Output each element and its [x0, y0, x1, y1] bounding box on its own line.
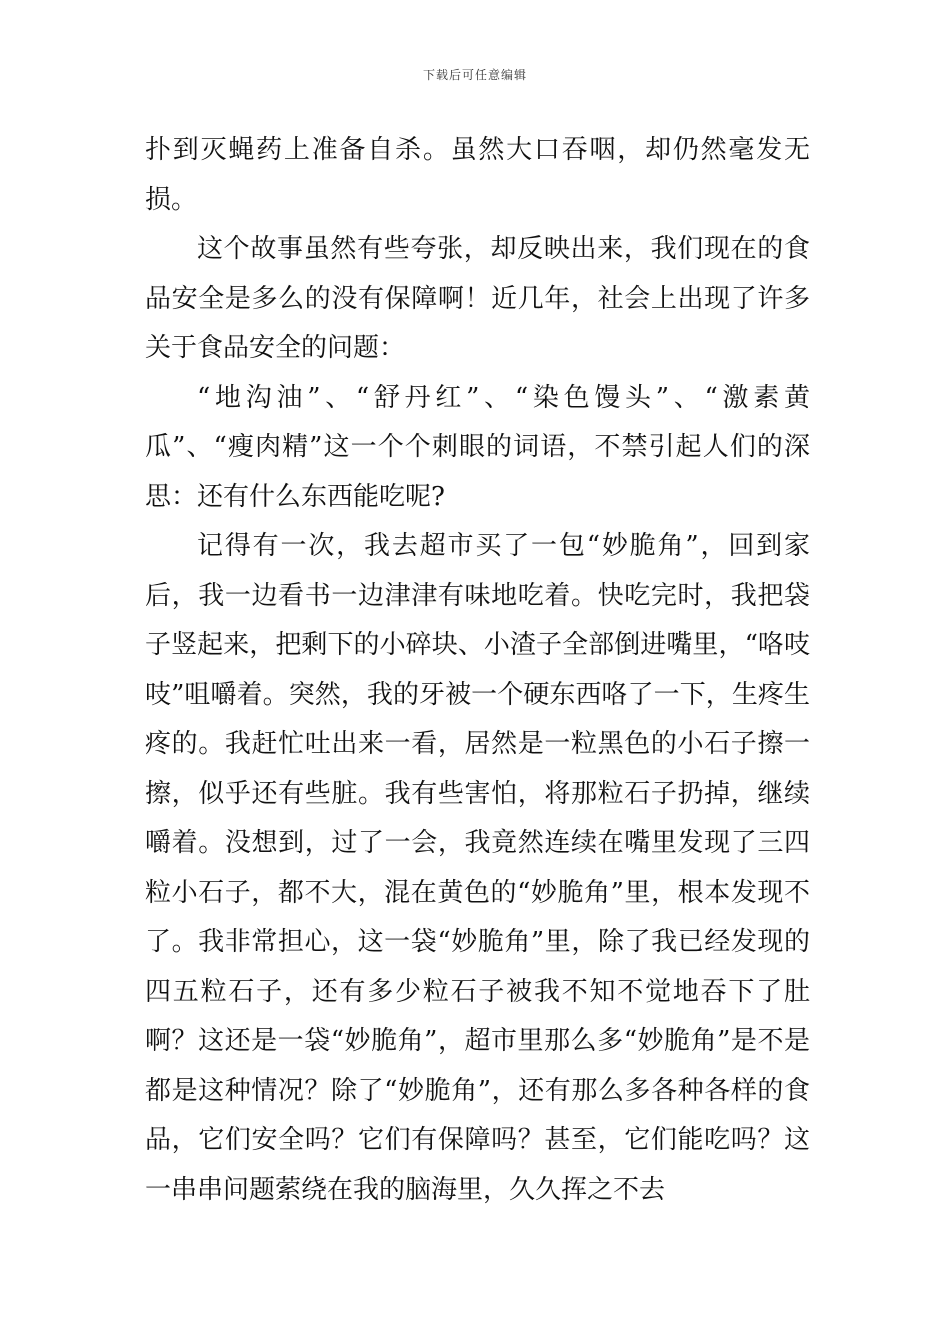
- document-body: [145, 126, 810, 1215]
- paragraph-keywords: “地沟油”、“舒丹红”、“染色馒头”、“激素黄瓜”、“瘦肉精”这一个个刺眼的词语，不禁引起人们的深思：还有什么东西能吃呢?: [145, 382, 810, 512]
- paragraph-continuation: 扑到灭蝇药上准备自杀。虽然大口吞咽，却仍然毫发无损。: [145, 135, 810, 215]
- page-header-note: 下载后可任意编辑: [422, 68, 527, 82]
- paragraph-anecdote: 记得有一次，我去超市买了一包“妙脆角”，回到家后，我一边看书一边津津有味地吃着。快吃完时，我把袋子竖起来，把剩下的小碎块、小渣子全部倒进嘴里，“咯吱吱”咀嚼着。突然，我的牙被一个硬东西咯了一下，生疼生疼的。我赶忙吐出来一看，居然是一粒黑色的小石子擦一擦，似乎还有些脏。我有些害怕，将那粒石子扔掉，继续嚼着。没想到，过了一会，我竟然连续在嘴里发现了三四粒小石子，都不大，混在黄色的“妙脆角”里，根本发现不了。我非常担心，这一袋“妙脆角”里，除了我已经发现的四五粒石子，还有多少粒石子被我不知不觉地吞下了肚啊？这还是一袋“妙脆角”，超市里那么多“妙脆角”是不是都是这种情况？除了“妙脆角”，还有那么多各种各样的食品，它们安全吗？它们有保障吗？甚至，它们能吃吗？这一串串问题萦绕在我的脑海里，久久挥之不去: [145, 531, 810, 1205]
- paragraph-food-safety: 这个故事虽然有些夸张，却反映出来，我们现在的食品安全是多么的没有保障啊！近几年，社会上出现了许多关于食品安全的问题：: [145, 234, 810, 363]
